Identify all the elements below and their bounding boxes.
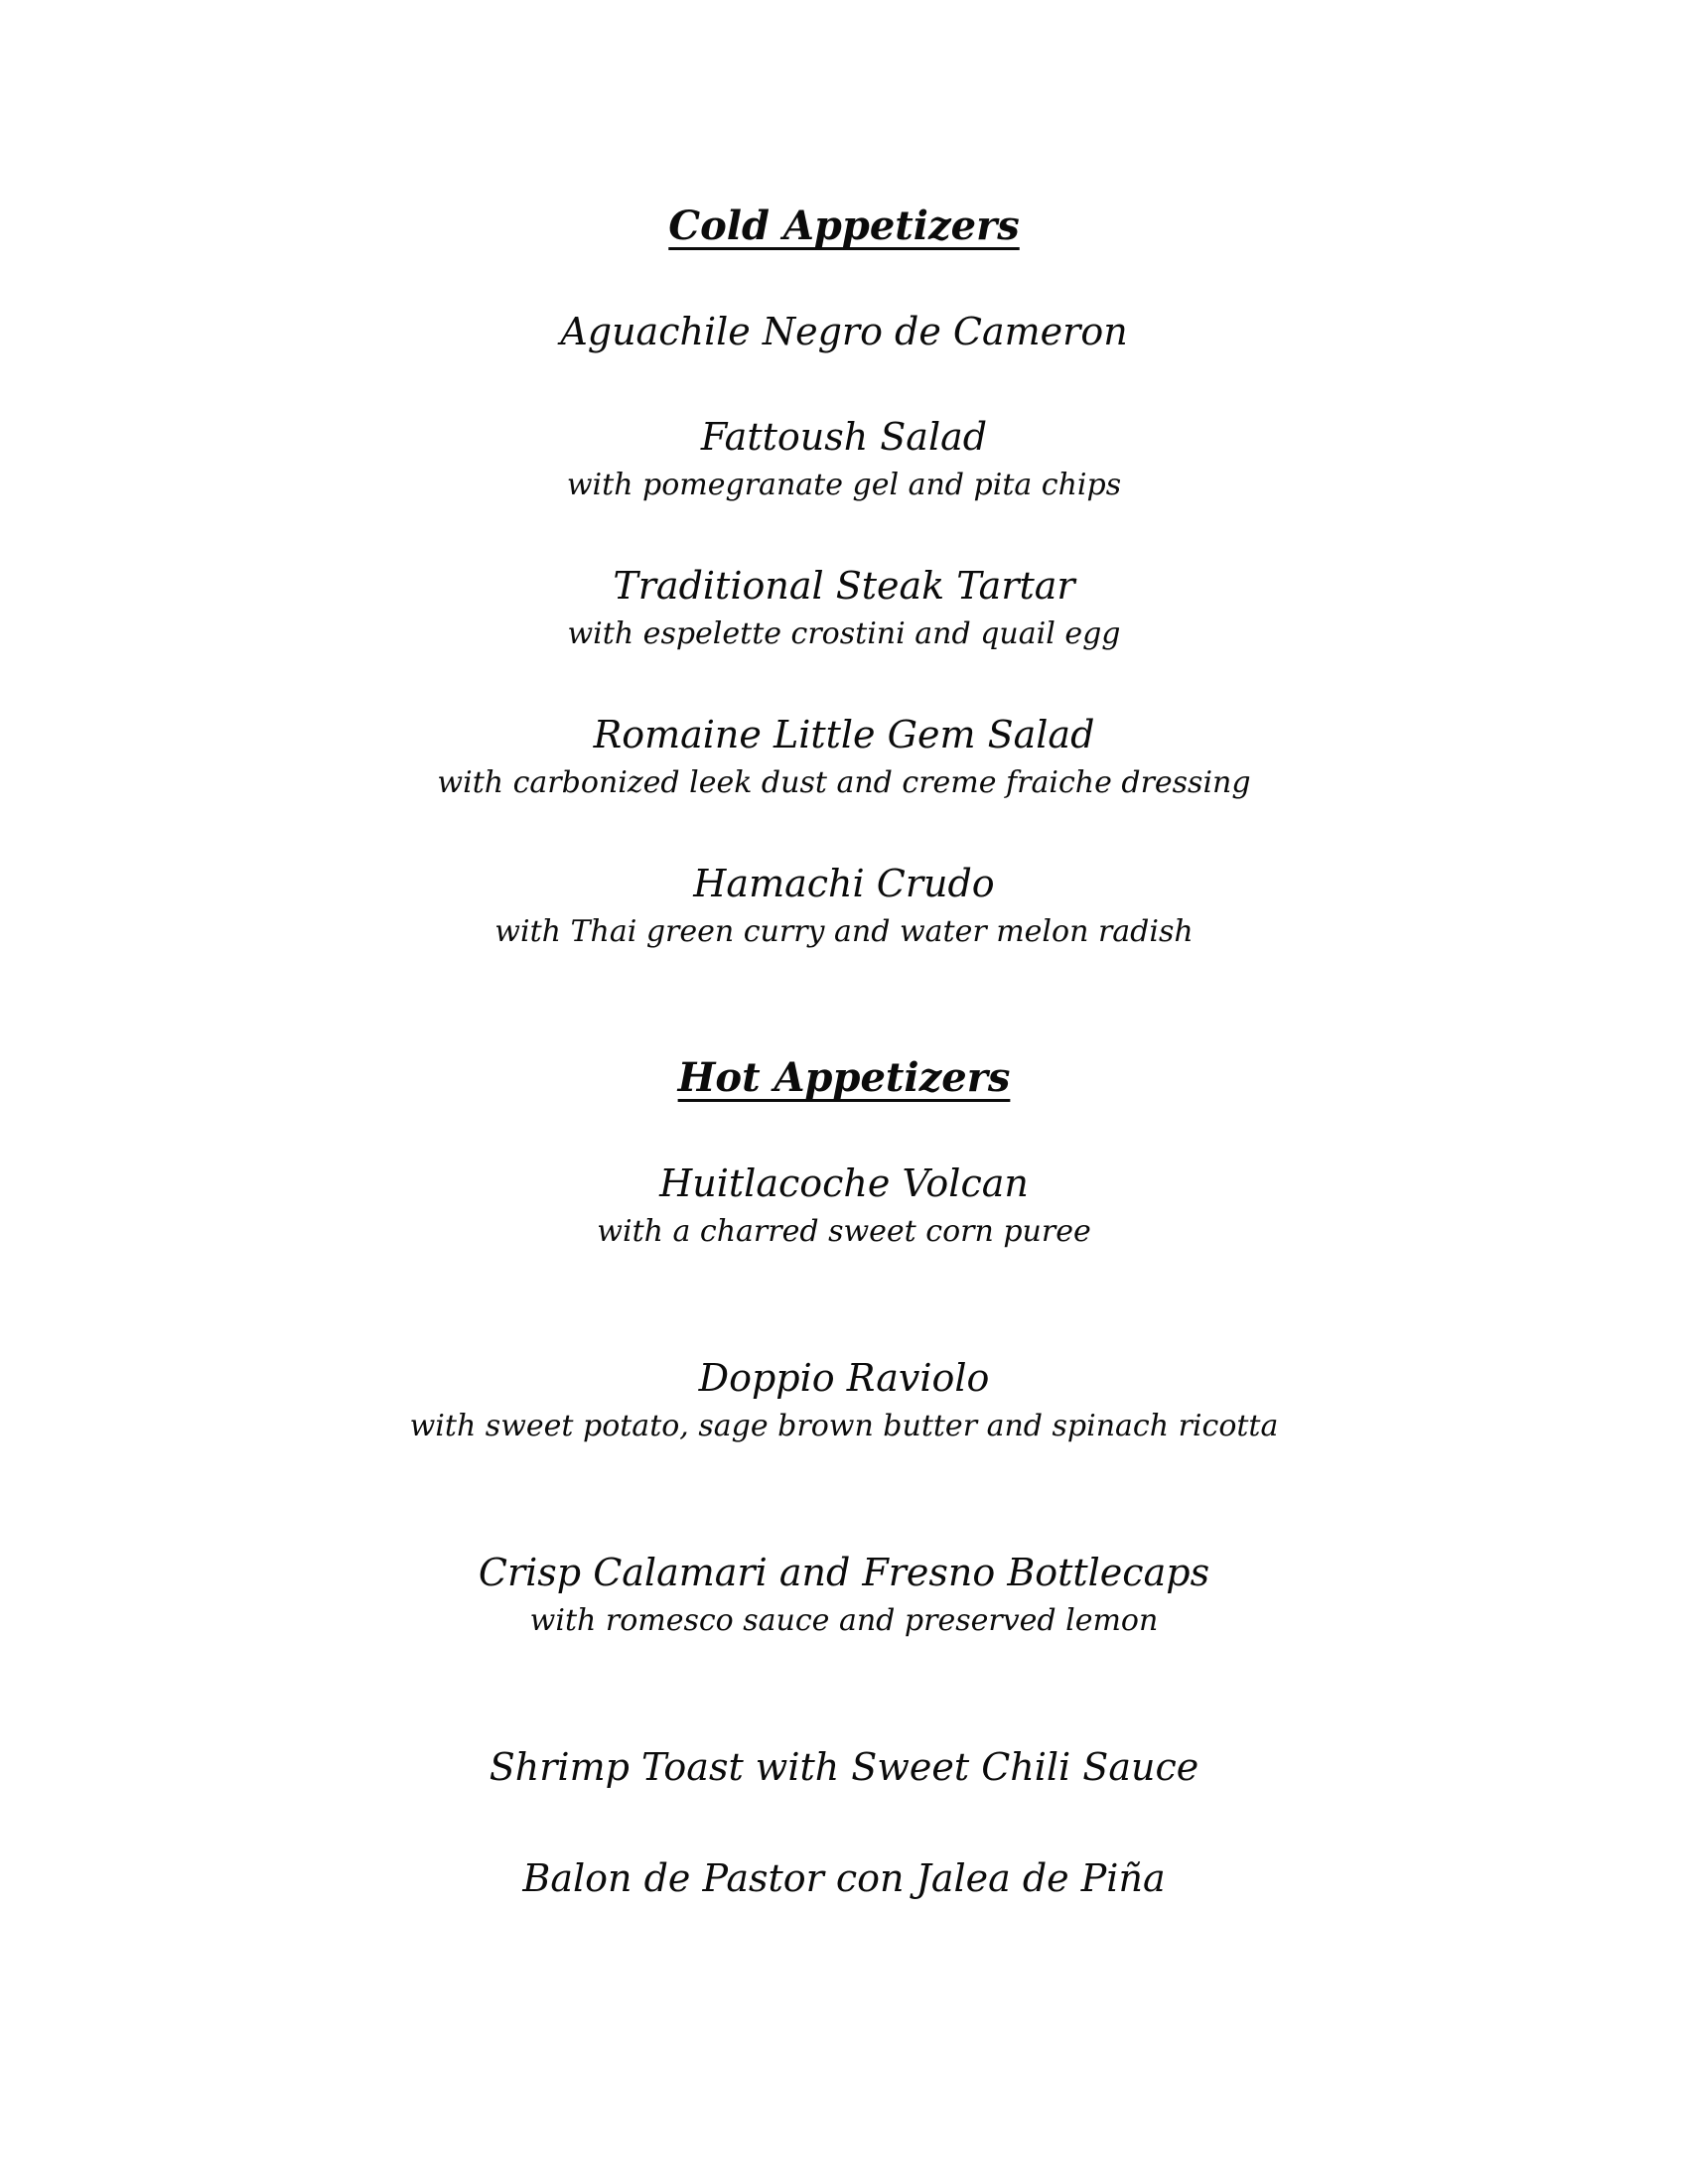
item-description: with pomegranate gel and pita chips [566, 468, 1122, 502]
item-name: Fattoush Salad [700, 415, 988, 459]
item-description: with sweet potato, sage brown butter and spinach ricotta [409, 1409, 1279, 1443]
item-description: with espelette crostini and quail egg [567, 616, 1121, 651]
item-name: Doppio Raviolo [698, 1356, 990, 1400]
section-title: Cold Appetizers [668, 203, 1020, 249]
item-description: with Thai green curry and water melon radish [494, 914, 1194, 949]
item-name: Hamachi Crudo [693, 862, 995, 905]
item-description: with carbonized leek dust and creme fraiche dressing [437, 765, 1251, 800]
menu-section-cold-appetizers [0, 201, 1688, 953]
item-name: Balon de Pastor con Jalea de Piña [522, 1856, 1166, 1900]
item-name: Romaine Little Gem Salad [593, 713, 1095, 756]
section-title: Hot Appetizers [677, 1054, 1011, 1101]
item-name: Traditional Steak Tartar [613, 564, 1075, 608]
menu-section-hot-appetizers [0, 1052, 1688, 1904]
item-description: with romesco sauce and preserved lemon [529, 1603, 1159, 1638]
item-name: Shrimp Toast with Sweet Chili Sauce [489, 1745, 1199, 1789]
item-name: Crisp Calamari and Fresno Bottlecaps [478, 1551, 1210, 1594]
item-name: Aguachile Negro de Cameron [560, 310, 1128, 353]
item-name: Huitlacoche Volcan [659, 1161, 1029, 1205]
item-description: with a charred sweet corn puree [597, 1214, 1091, 1249]
